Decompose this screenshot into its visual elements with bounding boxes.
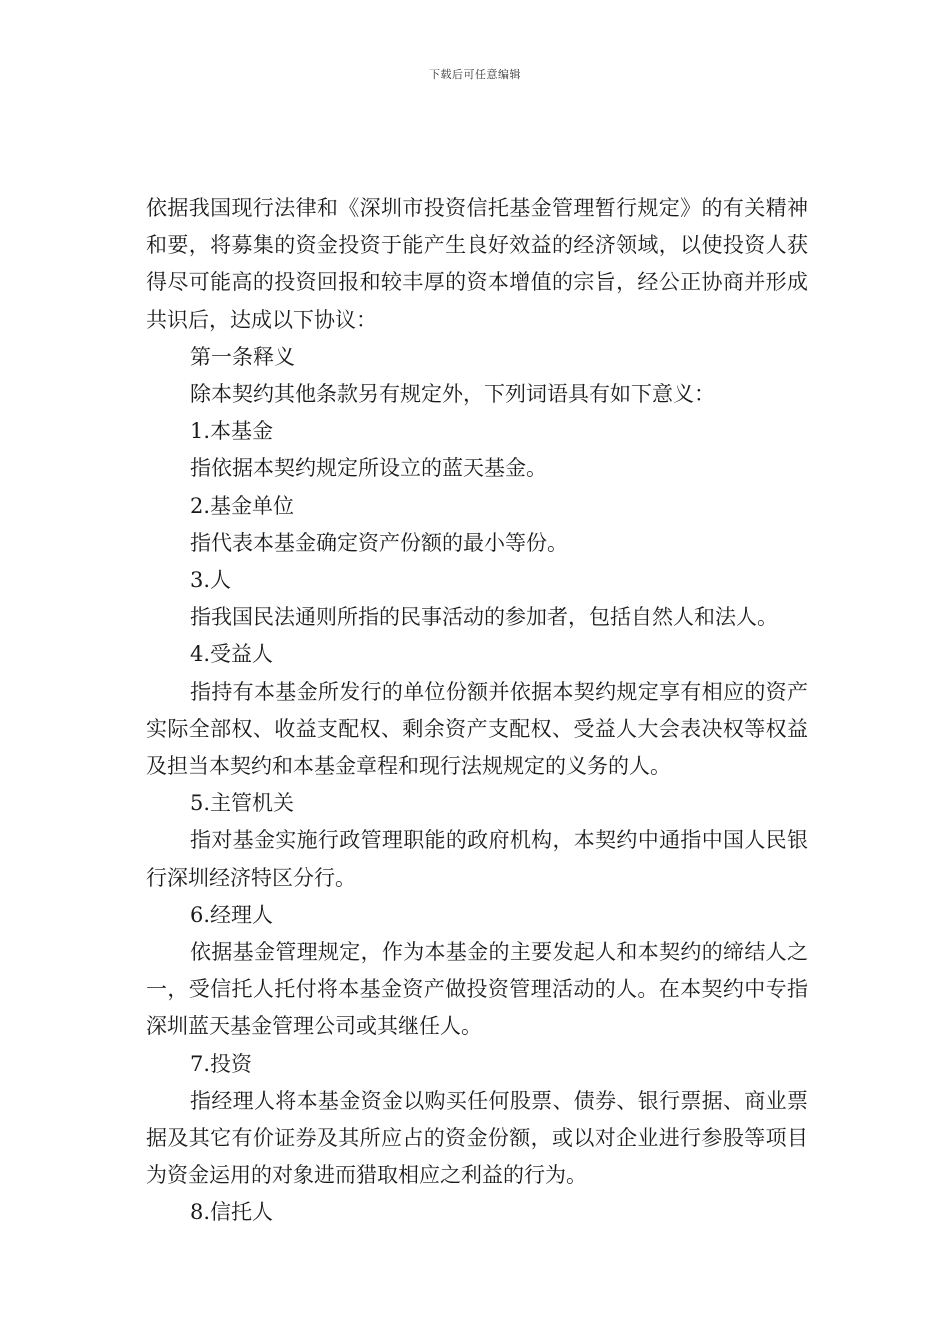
paragraph: 指代表本基金确定资产份额的最小等份。 [190, 530, 568, 555]
paragraph: 依据我国现行法律和《深圳市投资信托基金管理暂行规定》的有关精神和要，将募集的资金投资于能产生良好效益的经济领域，以使投资人获得尽可能高的投资回报和较丰厚的资本增值的宗旨，经公正协商并形成共识后，达成以下协议： [146, 196, 808, 332]
paragraph: 4.受益人 [190, 642, 274, 667]
document-body [146, 190, 808, 1232]
paragraph: 指依据本契约规定所设立的蓝天基金。 [190, 456, 547, 481]
paragraph: 第一条释义 [190, 344, 295, 369]
paragraph: 指对基金实施行政管理职能的政府机构，本契约中通指中国人民银行深圳经济特区分行。 [146, 828, 808, 890]
paragraph: 6.经理人 [190, 902, 274, 927]
paragraph: 7.投资 [190, 1051, 253, 1076]
paragraph: 指我国民法通则所指的民事活动的参加者，包括自然人和法人。 [190, 605, 778, 630]
paragraph: 1.本基金 [190, 419, 274, 444]
paragraph: 8.信托人 [190, 1200, 274, 1225]
paragraph: 3.人 [190, 568, 232, 593]
paragraph: 除本契约其他条款另有规定外，下列词语具有如下意义： [190, 382, 715, 407]
paragraph: 指持有本基金所发行的单位份额并依据本契约规定享有相应的资产实际全部权、收益支配权、剩余资产支配权、受益人大会表决权等权益及担当本契约和本基金章程和现行法规规定的义务的人。 [146, 679, 808, 779]
paragraph: 依据基金管理规定，作为本基金的主要发起人和本契约的缔结人之一，受信托人托付将本基金资产做投资管理活动的人。在本契约中专指深圳蓝天基金管理公司或其继任人。 [146, 940, 808, 1039]
paragraph: 5.主管机关 [190, 791, 295, 816]
paragraph: 指经理人将本基金资金以购买任何股票、债券、银行票据、商业票据及其它有价证券及其所应占的资金份额，或以对企业进行参股等项目为资金运用的对象进而猎取相应之利益的行为。 [146, 1088, 808, 1188]
paragraph: 2.基金单位 [190, 493, 295, 518]
header-note: 下载后可任意编辑 [429, 68, 521, 81]
